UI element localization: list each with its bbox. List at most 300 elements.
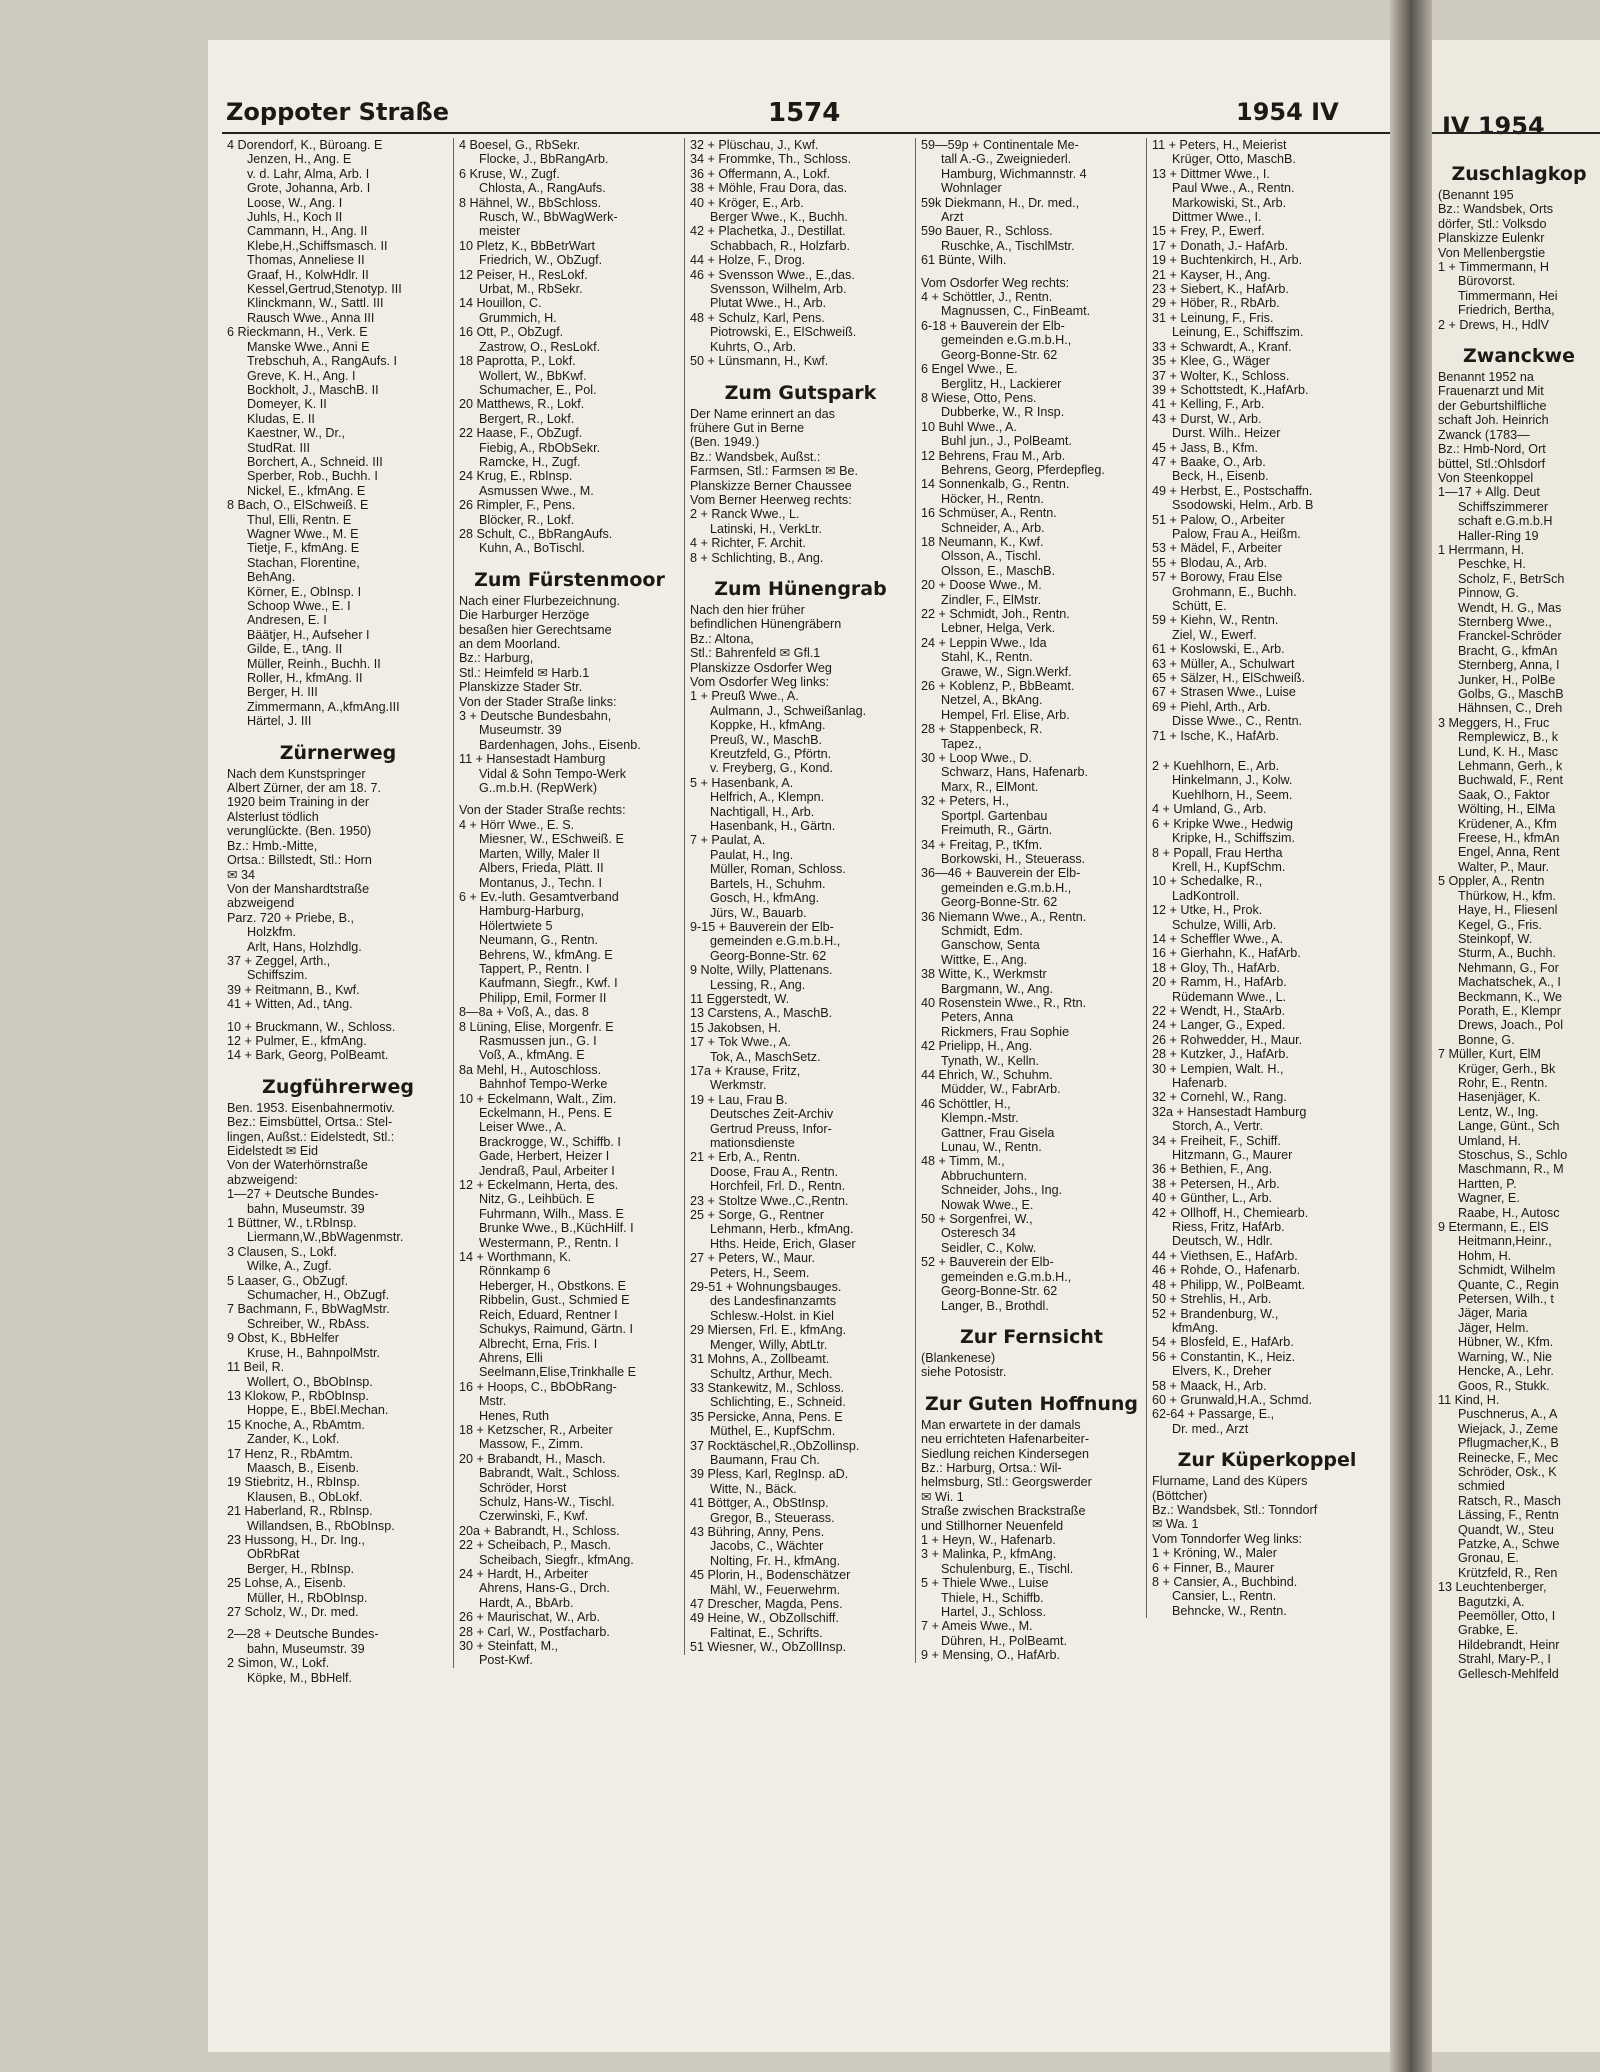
resident-entry: Bardenhagen, Johs., Eisenb. <box>479 737 641 752</box>
address-entry: 18 Neumann, K., Kwf. <box>921 534 1044 549</box>
resident-entry: Leinung, E., Schiffszim. <box>1172 325 1304 340</box>
address-entry: verunglückte. (Ben. 1950) <box>227 824 372 839</box>
resident-entry: Kuehlhorn, H., Seem. <box>1172 787 1293 802</box>
resident-entry: Preuß, W., MaschB. <box>710 732 822 747</box>
resident-entry: Holzkfm. <box>247 925 296 940</box>
resident-entry: Borchert, A., Schneid. III <box>247 454 383 469</box>
resident-entry: ObRbRat <box>247 1547 300 1562</box>
resident-entry: Hasenbank, H., Gärtn. <box>710 819 836 834</box>
resident-entry: Klinckmann, W., Sattl. III <box>247 296 384 311</box>
resident-entry: Müller, Reinh., Buchh. II <box>247 656 381 671</box>
resident-entry: Borkowski, H., Steuerass. <box>941 851 1086 866</box>
address-entry: der Geburtshilfliche <box>1438 398 1547 413</box>
address-entry: 1 + Heyn, W., Hafenarb. <box>921 1532 1056 1547</box>
resident-entry: Rasmussen jun., G. I <box>479 1033 597 1048</box>
address-entry: Bz.: Wandsbek, Stl.: Tonndorf <box>1152 1502 1318 1517</box>
address-entry: 35 + Klee, G., Wäger <box>1152 354 1270 369</box>
address-entry: 24 Krug, E., RbInsp. <box>459 469 573 484</box>
address-entry: 12 Behrens, Frau M., Arb. <box>921 448 1066 463</box>
address-entry: 2—28 + Deutsche Bundes- <box>227 1627 379 1642</box>
address-entry: frühere Gut in Berne <box>690 420 805 435</box>
address-entry: (Benannt 195 <box>1438 188 1514 202</box>
resident-entry: Abbruchuntern. <box>941 1168 1028 1183</box>
resident-entry: Georg-Bonne-Str. 62 <box>941 895 1058 910</box>
address-entry: Parz. 720 + Priebe, B., <box>227 910 355 925</box>
resident-entry: Hempel, Frl. Elise, Arb. <box>941 707 1070 722</box>
resident-entry: Schukys, Raimund, Gärtn. I <box>479 1322 633 1337</box>
resident-entry: Maasch, B., Eisenb. <box>247 1460 359 1475</box>
resident-entry: Post-Kwf. <box>479 1653 533 1668</box>
address-entry: 63 + Müller, A., Schulwart <box>1152 656 1295 671</box>
resident-entry: Ramcke, H., Zugf. <box>479 454 581 469</box>
address-entry: lingen, Außst.: Eidelstedt, Stl.: <box>227 1129 395 1144</box>
resident-entry: Cansier, L., Rentn. <box>1172 1589 1277 1604</box>
address-entry: 3 + Malinka, P., kfmAng. <box>921 1547 1057 1562</box>
resident-entry: Chlosta, A., RangAufs. <box>479 181 606 196</box>
address-entry: 14 Houillon, C. <box>459 296 542 311</box>
address-entry: Alsterlust tödlich <box>227 809 319 824</box>
address-entry: 17 + Donath, J.- HafArb. <box>1152 238 1289 253</box>
resident-entry: Goos, R., Stukk. <box>1458 1378 1550 1393</box>
year-volume: 1954 IV <box>1236 98 1339 126</box>
address-entry: (Böttcher) <box>1152 1488 1208 1503</box>
resident-entry: Ahrens, Elli <box>479 1350 543 1365</box>
address-entry: 3 Clausen, S., Lokf. <box>227 1244 337 1259</box>
resident-entry: Thul, Elli, Rentn. E <box>247 512 352 527</box>
resident-entry: Haller-Ring 19 <box>1458 528 1539 543</box>
resident-entry: Tietje, F., kfmAng. E <box>247 541 360 556</box>
resident-entry: Seelmann,Elise,Trinkhalle E <box>479 1365 637 1380</box>
resident-entry: Fuhrmann, Wilh., Mass. E <box>479 1206 624 1221</box>
address-entry: Stl.: Heimfeld ✉ Harb.1 <box>459 665 590 680</box>
resident-entry: Porath, E., Klempr <box>1458 1003 1561 1018</box>
resident-entry: Storch, A., Vertr. <box>1172 1119 1263 1134</box>
street-heading: Zum Hünengrab <box>714 577 887 600</box>
address-entry: 9 Nolte, Willy, Plattenans. <box>690 963 833 978</box>
resident-entry: Greve, K. H., Ang. I <box>247 368 356 383</box>
address-entry: 40 + Günther, L., Arb. <box>1152 1191 1273 1206</box>
resident-entry: v. Freyberg, G., Kond. <box>710 761 833 776</box>
resident-entry: Georg-Bonne-Str. 62 <box>941 347 1058 362</box>
address-entry: 6 Engel Wwe., E. <box>921 362 1018 377</box>
resident-entry: Hasenjäger, K. <box>1458 1090 1541 1105</box>
resident-entry: Rönnkamp 6 <box>479 1264 551 1279</box>
address-entry: 53 + Mädel, F., Arbeiter <box>1152 541 1282 556</box>
resident-entry: Hamburg, Wichmannstr. 4 <box>941 166 1087 181</box>
resident-entry: Nolting, Fr. H., kfmAng. <box>710 1553 841 1568</box>
address-entry: 3 Meggers, H., Fruc <box>1438 715 1550 730</box>
address-entry: 13 Carstens, A., MaschB. <box>690 1006 833 1021</box>
address-entry: Planskizze Stader Str. <box>459 680 583 695</box>
address-entry: 30 + Lempien, Walt. H., <box>1152 1061 1284 1076</box>
resident-entry: Nachtigall, H., Arb. <box>710 804 815 819</box>
resident-entry: Ssodowski, Helm., Arb. B <box>1172 498 1314 513</box>
address-entry: 71 + Ische, K., HafArb. <box>1152 728 1280 743</box>
resident-entry: Behrens, W., kfmAng. E <box>479 947 613 962</box>
resident-entry: Lässing, F., Rentn <box>1458 1508 1559 1523</box>
address-entry: 40 Rosenstein Wwe., R., Rtn. <box>921 995 1087 1010</box>
resident-entry: Koppke, H., kfmAng. <box>710 718 826 733</box>
address-entry: 2 + Drews, H., HdlV <box>1438 317 1549 332</box>
resident-entry: Berger, H., RbInsp. <box>247 1561 355 1576</box>
address-entry: und Stillhorner Neuenfeld <box>921 1518 1064 1533</box>
street-heading: Zürnerweg <box>279 741 397 764</box>
address-entry: 8 + Cansier, A., Buchbind. <box>1152 1575 1298 1589</box>
address-entry: 23 Hussong, H., Dr. Ing., <box>227 1532 365 1547</box>
resident-entry: Müthel, E., KupfSchm. <box>710 1424 836 1439</box>
resident-entry: Krüger, Gerh., Bk <box>1458 1061 1556 1076</box>
resident-entry: Lange, Günt., Sch <box>1458 1119 1560 1134</box>
address-entry: 38 + Petersen, H., Arb. <box>1152 1176 1280 1191</box>
resident-entry: Blöcker, R., Lokf. <box>479 512 575 527</box>
address-entry: Der Name erinnert an das <box>690 406 835 421</box>
address-entry: 67 + Strasen Wwe., Luise <box>1152 685 1296 700</box>
address-entry: 1 + Kröning, W., Maler <box>1152 1546 1277 1561</box>
address-entry: 13 Leuchtenberger, <box>1438 1580 1547 1595</box>
resident-entry: Sternberg Wwe., <box>1458 614 1552 629</box>
address-entry: 38 + Möhle, Frau Dora, das. <box>690 181 848 196</box>
resident-entry: Schlichting, E., Schneid. <box>710 1395 846 1410</box>
address-entry: 37 + Zeggel, Arth., <box>227 953 331 968</box>
resident-entry: Schoop Wwe., E. I <box>247 599 351 613</box>
address-entry: 20 Matthews, R., Lokf. <box>459 397 585 412</box>
resident-entry: Ratsch, R., Masch <box>1458 1493 1561 1508</box>
resident-entry: Hinkelmann, J., Kolw. <box>1172 773 1293 788</box>
resident-entry: Trebschuh, A., RangAufs. I <box>247 354 398 369</box>
address-entry: 61 + Koslowski, E., Arb. <box>1152 642 1285 657</box>
resident-entry: Paulat, H., Ing. <box>710 847 794 862</box>
resident-entry: Massow, F., Zimm. <box>479 1437 584 1452</box>
address-entry: 5 + Hasenbank, A. <box>690 775 794 790</box>
address-entry: 25 Lohse, A., Eisenb. <box>227 1576 347 1591</box>
address-entry: 19 + Lau, Frau B. <box>690 1092 788 1107</box>
resident-entry: Hähnsen, C., Dreh <box>1458 701 1563 716</box>
next-page-rule <box>1432 132 1600 134</box>
resident-entry: Nitz, G., Leihbüch. E <box>479 1192 595 1207</box>
address-entry: büttel, Stl.:Ohlsdorf <box>1438 456 1546 471</box>
address-entry: 54 + Blosfeld, E., HafArb. <box>1152 1335 1294 1350</box>
address-entry: 10 Pletz, K., BbBetrWart <box>459 238 596 253</box>
address-entry: Bz.: Harburg, Ortsa.: Wil- <box>921 1460 1062 1475</box>
address-entry: 7 + Paulat, A. <box>690 833 766 848</box>
address-entry: Bz.: Hmb-Nord, Ort <box>1438 442 1546 457</box>
address-entry: ✉ 34 <box>227 867 256 882</box>
resident-entry: Bagutzki, A. <box>1458 1594 1525 1609</box>
resident-entry: Baumann, Frau Ch. <box>710 1452 820 1467</box>
address-entry: 24 + Leppin Wwe., Ida <box>921 635 1047 650</box>
address-entry: Nach den hier früher <box>690 602 805 617</box>
address-entry: 18 + Gloy, Th., HafArb. <box>1152 960 1280 975</box>
address-entry: 51 + Palow, O., Arbeiter <box>1152 512 1285 527</box>
resident-entry: Gregor, B., Steuerass. <box>710 1510 835 1525</box>
resident-entry: Freese, H., kfmAn <box>1458 831 1560 846</box>
address-entry: 15 Jakobsen, H. <box>690 1020 782 1035</box>
resident-entry: Schmidt, Edm. <box>941 923 1023 938</box>
address-entry: 20a + Babrandt, H., Schloss. <box>459 1523 620 1538</box>
address-entry: 13 + Dittmer Wwe., I. <box>1152 166 1270 181</box>
resident-entry: Körner, E., ObInsp. I <box>247 584 362 599</box>
resident-entry: Gade, Herbert, Heizer I <box>479 1149 610 1164</box>
address-entry: 7 Müller, Kurt, ElM <box>1438 1047 1541 1062</box>
resident-entry: Horchfeil, Frl. D., Rentn. <box>710 1179 846 1194</box>
resident-entry: Jenzen, H., Ang. E <box>247 152 352 167</box>
resident-entry: gemeinden e.G.m.b.H., <box>941 333 1072 348</box>
address-entry: 41 + Witten, Ad., tAng. <box>227 997 353 1012</box>
address-entry: 28 Schult, C., BbRangAufs. <box>459 526 613 541</box>
address-entry: Benannt 1952 na <box>1438 370 1534 385</box>
resident-entry: Markowiski, St., Arb. <box>1172 195 1287 210</box>
resident-entry: Kuhrts, O., Arb. <box>710 339 797 354</box>
street-heading: Zuschlagkop <box>1451 163 1587 185</box>
address-entry: 21 + Kayser, H., Ang. <box>1152 267 1271 282</box>
address-entry: 7 + Ameis Wwe., M. <box>921 1619 1033 1634</box>
column-4 <box>915 138 1142 1663</box>
address-entry: 6-18 + Bauverein der Elb- <box>921 318 1065 333</box>
address-entry: 32 + Peters, H., <box>921 794 1009 809</box>
resident-entry: Behncke, W., Rentn. <box>1172 1603 1287 1618</box>
resident-entry: Grabke, E. <box>1458 1623 1519 1638</box>
resident-entry: Albrecht, Erna, Fris. I <box>479 1336 598 1351</box>
address-entry: 2 + Kuehlhorn, E., Arb. <box>1152 759 1280 774</box>
resident-entry: Urbat, M., RbSekr. <box>479 282 583 297</box>
address-entry: 56 + Constantin, K., Heiz. <box>1152 1349 1296 1364</box>
resident-entry: Behrens, Georg, Pferdepfleg. <box>941 462 1105 477</box>
address-entry: abzweigend: <box>227 1172 298 1187</box>
resident-entry: bahn, Museumstr. 39 <box>247 1641 365 1656</box>
address-entry: 12 Peiser, H., ResLokf. <box>459 267 588 282</box>
resident-entry: Thomas, Anneliese II <box>247 253 365 268</box>
address-entry: 27 Scholz, W., Dr. med. <box>227 1605 359 1619</box>
address-entry: Vom Osdorfer Weg links: <box>690 675 830 689</box>
resident-entry: Umland, H. <box>1458 1133 1521 1148</box>
address-entry: 20 + Ramm, H., HafArb. <box>1152 975 1287 990</box>
address-entry: (Ben. 1949.) <box>690 435 760 450</box>
address-entry: 22 + Wendt, H., StaArb. <box>1152 1003 1286 1018</box>
resident-entry: Klebe,H.,Schiffsmasch. II <box>247 238 388 253</box>
resident-entry: Schwarz, Hans, Hafenarb. <box>941 765 1088 780</box>
address-entry: 10 + Schedalke, R., <box>1152 874 1263 889</box>
resident-entry: Andresen, E. I <box>247 613 327 628</box>
resident-entry: Timmermann, Hei <box>1458 288 1558 303</box>
address-entry: 22 + Schmidt, Joh., Rentn. <box>921 607 1070 621</box>
resident-entry: Krell, H., KupfSchm. <box>1172 859 1286 874</box>
resident-entry: Netzel, A., BkAng. <box>941 693 1043 708</box>
resident-entry: Svensson, Wilhelm, Arb. <box>710 282 847 297</box>
spacer <box>459 795 680 803</box>
resident-entry: Sturm, A., Buchh. <box>1458 946 1556 961</box>
address-entry: 17 Henz, R., RbAmtm. <box>227 1446 353 1461</box>
resident-entry: Rausch Wwe., Anna III <box>247 310 375 325</box>
address-entry: 19 Stiebritz, H., RbInsp. <box>227 1475 360 1490</box>
resident-entry: Zimmermann, A.,kfmAng.III <box>247 699 400 714</box>
resident-entry: Dühren, H., PolBeamt. <box>941 1633 1067 1648</box>
resident-entry: Tappert, P., Rentn. I <box>479 961 590 976</box>
resident-entry: kfmAng. <box>1172 1320 1219 1335</box>
resident-entry: Schneider, Johs., Ing. <box>941 1183 1063 1198</box>
address-entry: 1 + Timmermann, H <box>1438 260 1549 275</box>
address-entry: 42 + Ollhoff, H., Chemiearb. <box>1152 1205 1309 1220</box>
address-entry: 6 Rieckmann, H., Verk. E <box>227 325 368 340</box>
resident-entry: Schiffszim. <box>247 968 308 983</box>
resident-entry: Kaestner, W., Dr., <box>247 426 345 441</box>
address-entry: 10 Buhl Wwe., A. <box>921 419 1017 434</box>
address-entry: 57 + Borowy, Frau Else <box>1152 570 1283 585</box>
address-entry: Von Mellenbergstie <box>1438 245 1546 260</box>
resident-entry: Zastrow, O., ResLokf. <box>479 339 601 354</box>
address-entry: 9 + Mensing, O., HafArb. <box>921 1648 1060 1663</box>
street-header: Zoppoter Straße <box>226 98 450 126</box>
address-entry: 37 + Wolter, K., Schloss. <box>1152 368 1290 383</box>
resident-entry: Scholz, F., BetrSch <box>1458 571 1565 586</box>
resident-entry: des Landesfinanzamts <box>710 1294 837 1309</box>
address-entry: 43 Bühring, Anny, Pens. <box>690 1524 825 1539</box>
resident-entry: Petersen, Wilh., t <box>1458 1292 1554 1307</box>
address-entry: siehe Potosistr. <box>921 1365 1007 1380</box>
resident-entry: Miesner, W., ESchweiß. E <box>479 832 624 847</box>
address-entry: 59 + Kiehn, W., Rentn. <box>1152 613 1279 628</box>
address-entry: 44 + Viethsen, E., HafArb. <box>1152 1248 1298 1263</box>
resident-entry: Reinecke, F., Mec <box>1458 1450 1559 1465</box>
resident-entry: Machatschek, A., I <box>1458 975 1561 990</box>
resident-entry: Durst. Wilh.. Heizer <box>1172 426 1281 441</box>
address-entry: 39 + Schottstedt, K.,HafArb. <box>1152 382 1309 397</box>
address-entry: 4 + Hörr Wwe., E. S. <box>459 817 575 832</box>
address-entry: 52 + Brandenburg, W., <box>1152 1306 1279 1321</box>
address-entry: Von Steenkoppel <box>1438 470 1534 485</box>
resident-entry: Langer, B., Brothdl. <box>941 1298 1049 1313</box>
address-entry: 28 + Kutzker, J., HafArb. <box>1152 1047 1289 1062</box>
resident-entry: Wölting, H., ElMa <box>1458 802 1556 817</box>
resident-entry: Müdder, W., FabrArb. <box>941 1082 1061 1097</box>
address-entry: 46 + Rohde, O., Hafenarb. <box>1152 1263 1301 1278</box>
resident-entry: LadKontroll. <box>1172 888 1240 903</box>
resident-entry: Krüdener, A., Kfm <box>1458 816 1557 831</box>
resident-entry: Henes, Ruth <box>479 1408 550 1423</box>
address-entry: Bz.: Hmb.-Mitte, <box>227 838 318 853</box>
address-entry: 11 + Hansestadt Hamburg <box>459 752 606 767</box>
street-heading: Zugführerweg <box>262 1075 414 1098</box>
address-entry: 36—46 + Bauverein der Elb- <box>921 866 1081 881</box>
address-entry: 1 + Preuß Wwe., A. <box>690 689 799 704</box>
address-entry: 8a Mehl, H., Autoschloss. <box>459 1062 602 1077</box>
address-entry: 11 Eggerstedt, W. <box>690 991 790 1006</box>
address-entry: 20 + Brabandt, H., Masch. <box>459 1451 606 1466</box>
resident-entry: Ruschke, A., TischlMstr. <box>941 238 1075 253</box>
resident-entry: Junker, H., PolBe <box>1458 672 1556 687</box>
address-entry: 33 Stankewitz, M., Schloss. <box>690 1380 844 1395</box>
street-heading: Zur Fernsicht <box>960 1325 1103 1348</box>
resident-entry: Peters, Anna <box>941 1010 1014 1025</box>
resident-entry: Manske Wwe., Anni E <box>247 339 370 354</box>
resident-entry: Liermann,W.,BbWagenmstr. <box>247 1230 404 1245</box>
resident-entry: Peschke, H. <box>1458 557 1526 572</box>
resident-entry: Beck, H., Eisenb. <box>1172 469 1269 484</box>
resident-entry: Nowak Wwe., E. <box>941 1197 1034 1212</box>
resident-entry: Jäger, Helm. <box>1458 1320 1529 1335</box>
address-entry: 38 Witte, K., Werkmstr <box>921 967 1047 982</box>
resident-entry: Menger, Willy, AbtLtr. <box>710 1337 828 1352</box>
resident-entry: Albers, Frieda, Plätt. II <box>479 861 604 876</box>
resident-entry: Schumacher, E., Pol. <box>479 382 597 397</box>
address-entry: 2 Simon, W., Lokf. <box>227 1656 330 1671</box>
address-entry: 69 + Piehl, Arth., Arb. <box>1152 699 1271 714</box>
address-entry: 28 + Stappenbeck, R. <box>921 722 1043 737</box>
address-entry: Nach dem Kunstspringer <box>227 766 366 781</box>
resident-entry: Vidal & Sohn Tempo-Werk <box>479 766 627 781</box>
address-entry: 14 Sonnenkalb, G., Rentn. <box>921 477 1070 492</box>
resident-entry: Elvers, K., Dreher <box>1172 1364 1272 1379</box>
resident-entry: Stahl, K., Rentn. <box>941 650 1033 665</box>
address-entry: 9-15 + Bauverein der Elb- <box>690 919 834 934</box>
address-entry: 22 + Scheibach, P., Masch. <box>459 1538 612 1553</box>
address-entry: 28 + Carl, W., Postfacharb. <box>459 1624 610 1639</box>
address-entry: 12 + Eckelmann, Herta, des. <box>459 1178 619 1193</box>
resident-entry: Friedrich, W., ObZugf. <box>479 253 603 268</box>
resident-entry: Kaufmann, Siegfr., Kwf. I <box>479 976 618 991</box>
column-1 <box>222 138 449 1685</box>
resident-entry: Gertrud Preuss, Infor- <box>710 1121 832 1136</box>
resident-entry: Mstr. <box>479 1394 507 1409</box>
resident-entry: Hardt, A., BbArb. <box>479 1595 574 1610</box>
resident-entry: Köpke, M., BbHelf. <box>247 1670 352 1685</box>
column-2 <box>453 138 680 1668</box>
address-entry: Ortsa.: Billstedt, Stl.: Horn <box>227 853 372 868</box>
resident-entry: Hartten, P. <box>1458 1176 1517 1191</box>
address-entry: 44 Ehrich, W., Schuhm. <box>921 1068 1053 1082</box>
resident-entry: Czerwinski, F., Kwf. <box>479 1509 589 1524</box>
resident-entry: Golbs, G., MaschB <box>1458 687 1564 701</box>
resident-entry: Plutat Wwe., H., Arb. <box>710 296 827 311</box>
resident-entry: Patzke, A., Schwe <box>1458 1536 1560 1551</box>
address-entry: 21 Haberland, R., RbInsp. <box>227 1504 373 1519</box>
resident-entry: Latinski, H., VerkLtr. <box>710 521 822 536</box>
address-entry: Bz.: Wandsbek, Orts <box>1438 202 1554 217</box>
address-entry: 33 + Schwardt, A., Kranf. <box>1152 339 1292 354</box>
resident-entry: Hübner, W., Kfm. <box>1458 1335 1554 1350</box>
resident-entry: Witte, N., Bäck. <box>710 1481 797 1496</box>
address-entry: 39 + Reitmann, B., Kwf. <box>227 982 360 997</box>
address-entry: 44 + Holze, F., Drog. <box>690 253 806 268</box>
address-entry: 27 + Peters, W., Maur. <box>690 1251 815 1266</box>
address-entry: 50 + Sorgenfrei, W., <box>921 1212 1033 1227</box>
page-number: 1574 <box>768 98 841 128</box>
resident-entry: Rohr, E., Rentn. <box>1458 1075 1548 1090</box>
address-entry: 21 + Erb, A., Rentn. <box>690 1150 801 1165</box>
resident-entry: Schulz, Hans-W., Tischl. <box>479 1494 615 1509</box>
resident-entry: Olsson, E., MaschB. <box>941 563 1056 578</box>
address-entry: Nach einer Flurbezeichnung. <box>459 593 621 608</box>
address-entry: besaßen hier Gerechtsame <box>459 622 612 637</box>
address-entry: 36 + Offermann, A., Lokf. <box>690 166 831 181</box>
address-entry: Planskizze Osdorfer Weg <box>690 660 832 675</box>
address-entry: 1 Herrmann, H. <box>1438 542 1525 557</box>
address-entry: 11 Kind, H. <box>1438 1392 1500 1407</box>
resident-entry: Wollert, W., BbKwf. <box>479 368 587 383</box>
resident-entry: Berglitz, H., Lackierer <box>941 376 1062 391</box>
resident-entry: Babrandt, Walt., Schloss. <box>479 1466 620 1481</box>
resident-entry: Georg-Bonne-Str. 62 <box>941 1284 1058 1299</box>
resident-entry: Cammann, H., Ang. II <box>247 224 368 239</box>
book-gutter <box>1390 0 1432 2072</box>
resident-entry: Härtel, J. III <box>247 714 312 729</box>
address-entry: 32 + Plüschau, J., Kwf. <box>690 138 819 152</box>
address-entry: 12 + Pulmer, E., kfmAng. <box>227 1033 367 1048</box>
address-entry: 34 + Freiheit, F., Schiff. <box>1152 1133 1281 1148</box>
resident-entry: Klempn.-Mstr. <box>941 1111 1019 1126</box>
resident-entry: Riess, Fritz, HafArb. <box>1172 1220 1285 1235</box>
resident-entry: Stachan, Florentine, <box>247 555 360 570</box>
resident-entry: Jendraß, Paul, Arbeiter I <box>479 1163 615 1178</box>
